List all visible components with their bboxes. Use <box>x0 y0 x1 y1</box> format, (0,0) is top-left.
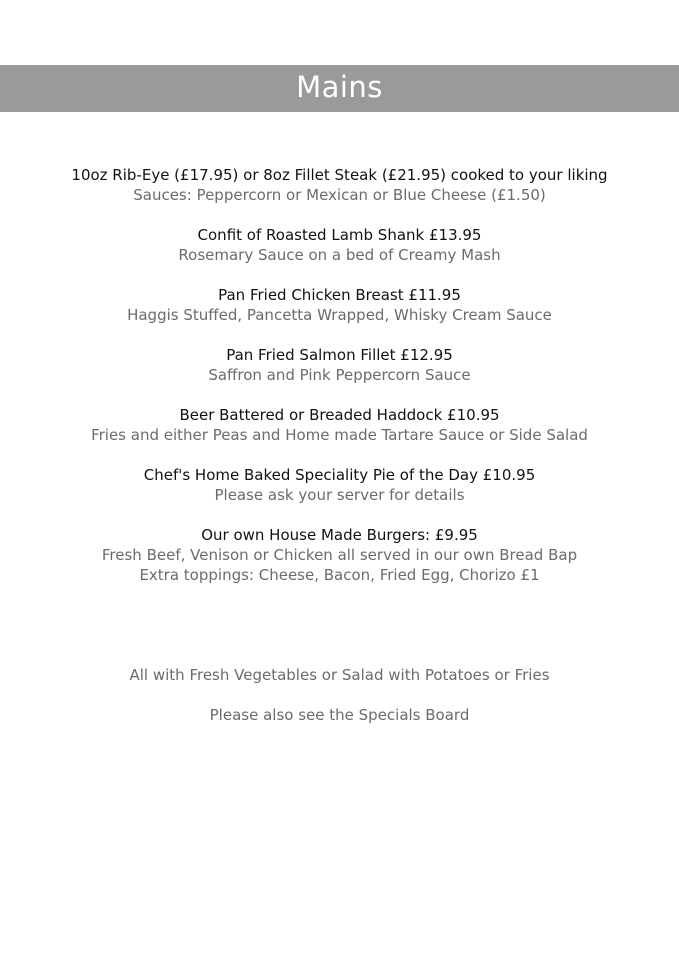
menu-item-title: Beer Battered or Breaded Haddock £10.95 <box>179 406 500 424</box>
menu-item-title: Confit of Roasted Lamb Shank £13.95 <box>197 226 482 244</box>
specials-note: Please also see the Specials Board <box>209 706 470 724</box>
menu-item-title: Pan Fried Salmon Fillet £12.95 <box>226 346 453 364</box>
menu-item-description: Sauces: Peppercorn or Mexican or Blue Cheese (£1.50) <box>133 186 546 204</box>
menu-item-description: Haggis Stuffed, Pancetta Wrapped, Whisky Cream Sauce <box>127 306 552 324</box>
menu-list <box>0 165 679 605</box>
menu-item-extras: Extra toppings: Cheese, Bacon, Fried Egg, Chorizo £1 <box>139 566 540 584</box>
menu-item-title: 10oz Rib-Eye (£17.95) or 8oz Fillet Steak (£21.95) cooked to your liking <box>71 166 608 184</box>
menu-item-title: Pan Fried Chicken Breast £11.95 <box>218 286 461 304</box>
menu-item-description: Please ask your server for details <box>214 486 465 504</box>
menu-item-title: Chef's Home Baked Speciality Pie of the Day £10.95 <box>143 466 536 484</box>
section-title: Mains <box>296 70 383 104</box>
menu-item-chicken-breast <box>0 285 679 325</box>
menu-item-description: Fries and either Peas and Home made Tartare Sauce or Side Salad <box>91 426 588 444</box>
menu-item-description: Rosemary Sauce on a bed of Creamy Mash <box>178 246 501 264</box>
menu-item-description: Fresh Beef, Venison or Chicken all served in our own Bread Bap <box>101 546 578 564</box>
menu-item-lamb-shank <box>0 225 679 265</box>
sides-note: All with Fresh Vegetables or Salad with Potatoes or Fries <box>129 666 550 684</box>
menu-item-burgers <box>0 525 679 585</box>
menu-item-pie-of-the-day <box>0 465 679 505</box>
menu-footer <box>0 665 679 745</box>
menu-item-steak <box>0 165 679 205</box>
menu-item-description: Saffron and Pink Peppercorn Sauce <box>208 366 471 384</box>
menu-item-salmon-fillet <box>0 345 679 385</box>
menu-item-haddock <box>0 405 679 445</box>
menu-item-title: Our own House Made Burgers: £9.95 <box>201 526 478 544</box>
section-header-bar <box>0 65 679 112</box>
